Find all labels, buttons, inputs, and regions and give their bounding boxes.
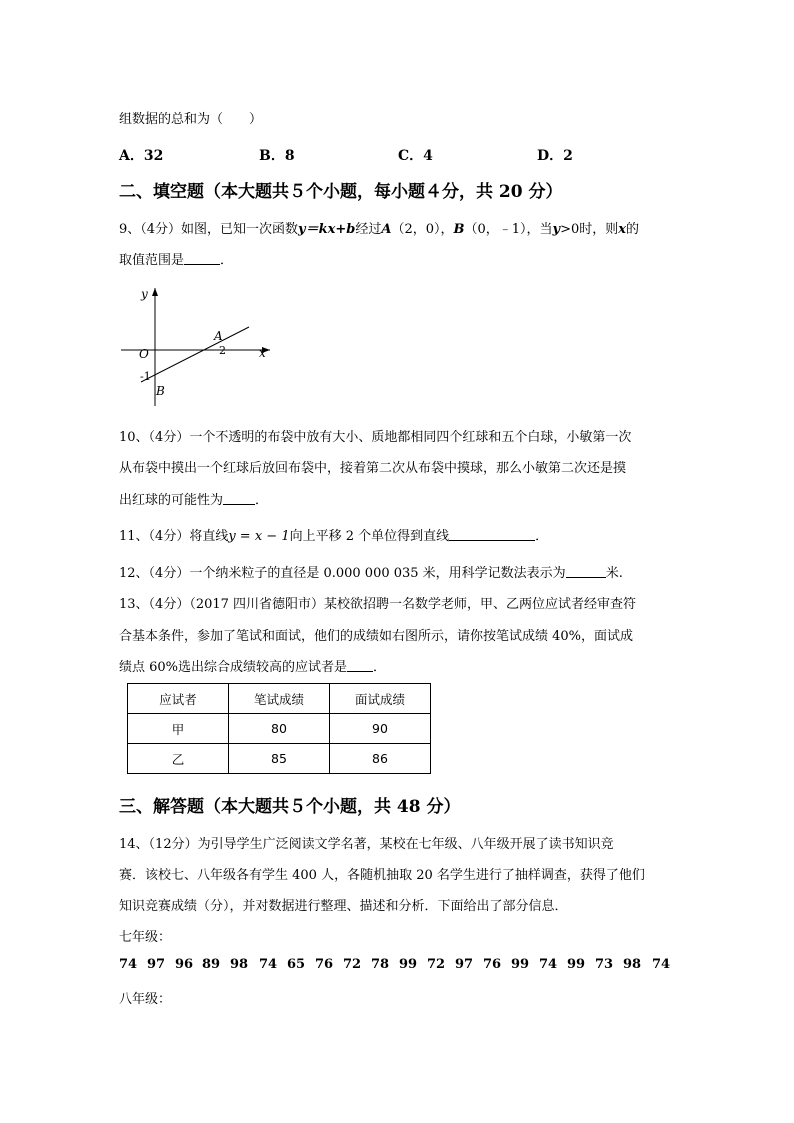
q9-coord-b: （0，﹣1），当 — [464, 222, 553, 237]
q8-option-a: A．32 — [119, 148, 164, 164]
q12-end: 米. — [605, 566, 623, 581]
table-cell: 乙 — [128, 744, 229, 774]
y-axis-arrow — [152, 288, 158, 296]
origin-label: O — [139, 347, 149, 361]
table-row — [128, 714, 431, 744]
applicant-score-table — [127, 683, 431, 774]
q11-line — [119, 525, 548, 544]
q14-line-3: 知识竞赛成绩（分），并对数据进行整理、描述和分析．下面给出了部分信息． — [119, 899, 568, 914]
q10-line-3 — [119, 489, 268, 508]
table-cell: 90 — [330, 714, 431, 744]
q9-condition: >0时，则 — [560, 222, 619, 237]
q9-line-2-text: 取值范围是 — [119, 253, 185, 268]
q11-expression: y = x − 1 — [228, 529, 290, 544]
q14-line-2: 赛．该校七、八年级各有学生 400 人，各随机抽取 20 名学生进行了抽样调查，获得了他们 — [119, 868, 645, 883]
score-value: 99 — [511, 957, 530, 972]
section-3-heading: 三、解答题（本大题共５个小题，共 48 分） — [119, 797, 461, 817]
score-value: 99 — [567, 957, 586, 972]
q9-line-2 — [119, 249, 233, 268]
score-value: 74 — [539, 957, 558, 972]
score-value: 97 — [147, 957, 166, 972]
q9-function: y＝kx+b — [298, 222, 356, 237]
grade-7-label: 七年级： — [119, 930, 172, 945]
q9-mid: 经过 — [355, 222, 382, 237]
score-value: 76 — [315, 957, 334, 972]
point-b-label: B — [156, 384, 165, 398]
score-value: 74 — [652, 957, 671, 972]
score-value: 74 — [119, 957, 138, 972]
q10-line-1: 10、（4分）一个不透明的布袋中放有大小、质地都相同四个红球和五个白球，小敏第一次 — [119, 430, 632, 445]
q11-end: ． — [535, 529, 549, 544]
q11-prefix: 11、（4分）将直线 — [119, 529, 229, 544]
score-value: 96 — [175, 957, 194, 972]
q13-answer-blank[interactable] — [347, 658, 373, 672]
score-value: 72 — [343, 957, 362, 972]
q12-line — [119, 562, 623, 581]
q9-line-1 — [119, 218, 639, 237]
x-axis-label: x — [259, 346, 266, 360]
tick-neg1-label: -1 — [140, 370, 151, 383]
q10-end: ． — [255, 493, 269, 508]
table-cell: 甲 — [128, 714, 229, 744]
score-value: 89 — [202, 957, 221, 972]
q8-option-b: B．8 — [259, 148, 295, 164]
q9-point-b: B — [453, 222, 465, 237]
q13-line-3 — [119, 656, 386, 675]
q9-tail: 的 — [626, 222, 640, 237]
score-value: 76 — [483, 957, 502, 972]
point-a-label: A — [214, 329, 223, 343]
q13-line-1: 13、（4分）（2017 四川省德阳市）某校欲招聘一名数学老师，甲、乙两位应试者经审查符 — [119, 597, 637, 612]
q10-answer-blank[interactable] — [223, 491, 255, 505]
table-cell: 86 — [330, 744, 431, 774]
score-value: 97 — [455, 957, 474, 972]
q9-prefix: 9、（4分）如图，已知一次函数 — [119, 222, 299, 237]
y-axis-label: y — [141, 287, 148, 301]
q13-line-2: 合基本条件，参加了笔试和面试，他们的成绩如右图所示，请你按笔试成绩 40%，面试成 — [119, 629, 634, 644]
table-cell: 80 — [229, 714, 330, 744]
q13-line-3-text: 绩点 60%选出综合成绩较高的应试者是 — [119, 660, 348, 675]
q9-x-var: x — [618, 222, 627, 237]
q12-text: 12、（4分）一个纳米粒子的直径是 0.000 000 035 米，用科学记数法表示为 — [119, 566, 566, 581]
score-value: 72 — [427, 957, 446, 972]
score-value: 74 — [259, 957, 278, 972]
score-value: 65 — [287, 957, 306, 972]
grade-8-label: 八年级： — [119, 992, 172, 1007]
table-header: 笔试成绩 — [229, 684, 330, 714]
table-header: 面试成绩 — [330, 684, 431, 714]
q11-answer-blank[interactable] — [449, 527, 535, 541]
q9-answer-blank[interactable] — [184, 251, 220, 265]
section-2-heading: 二、填空题（本大题共５个小题，每小题４分，共 20 分） — [119, 182, 563, 202]
table-header: 应试者 — [128, 684, 229, 714]
score-value: 98 — [230, 957, 249, 972]
function-line — [141, 327, 249, 382]
q9-point-a: A — [381, 222, 392, 237]
linear-function-graph — [115, 282, 280, 410]
q13-end: ． — [373, 660, 387, 675]
q14-line-1: 14、（12分）为引导学生广泛阅读文学名著，某校在七年级、八年级开展了读书知识竞 — [119, 837, 614, 852]
q9-coord-a: （2，0）， — [391, 222, 454, 237]
table-row — [128, 744, 431, 774]
table-header-row — [128, 684, 431, 714]
q9-y-var: y — [552, 222, 561, 237]
q8-option-d: D．2 — [537, 148, 573, 164]
tick-2-label: 2 — [219, 344, 226, 357]
q12-answer-blank[interactable] — [566, 564, 606, 578]
table-cell: 85 — [229, 744, 330, 774]
q8-option-c: C．4 — [398, 148, 433, 164]
score-value: 73 — [595, 957, 614, 972]
q8-text: 组数据的总和为（ ） — [119, 112, 263, 127]
q11-mid: 向上平移 2 个单位得到直线 — [289, 529, 450, 544]
q10-line-3-text: 出红球的可能性为 — [119, 493, 224, 508]
q10-line-2: 从布袋中摸出一个红球后放回布袋中，接着第二次从布袋中摸球，那么小敏第二次还是摸 — [119, 461, 627, 476]
score-value: 98 — [623, 957, 642, 972]
q9-end: ． — [220, 253, 234, 268]
score-value: 99 — [399, 957, 418, 972]
score-value: 78 — [371, 957, 390, 972]
